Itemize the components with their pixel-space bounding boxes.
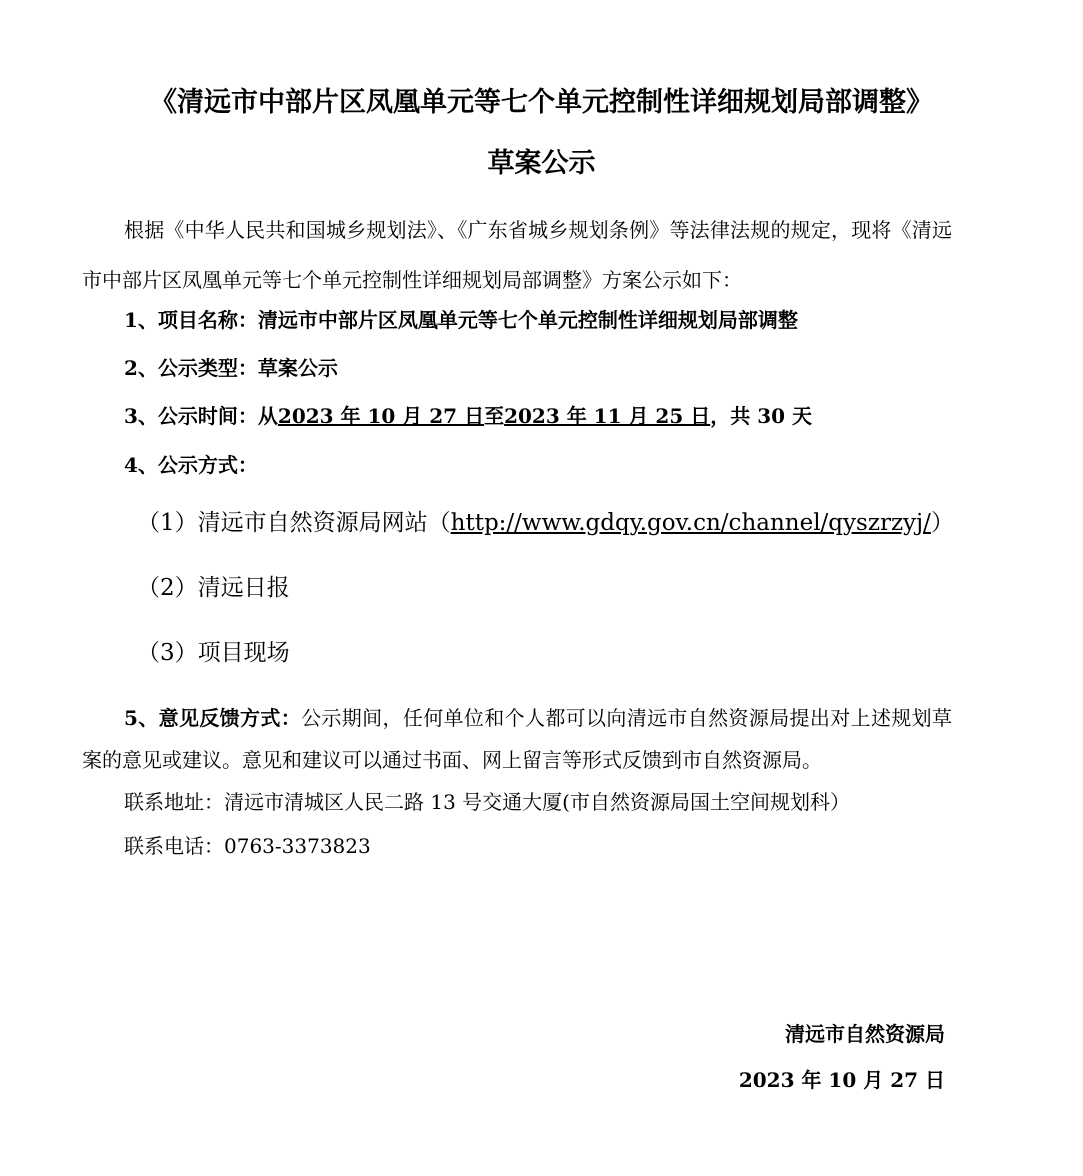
method-project-site: （3）项目现场	[137, 640, 290, 666]
publicity-start-date: 2023 年 10 月 27 日	[277, 404, 485, 428]
contact-address: 联系地址：清远市清城区人民二路 13 号交通大厦(市自然资源局国土空间规划科）	[124, 790, 850, 814]
method-website-suffix: ）	[930, 510, 954, 536]
project-name-value: 清远市中部片区凤凰单元等七个单元控制性详细规划局部调整	[257, 308, 798, 332]
method-website-prefix: （1）清远市自然资源局网站（	[137, 510, 451, 536]
project-name-item	[124, 305, 798, 335]
publicity-type-label: 2、公示类型：	[124, 356, 258, 380]
publicity-time-item	[124, 401, 812, 431]
publicity-method-label: 4、公示方式：	[124, 453, 258, 477]
signature-date: 2023 年 10 月 27 日	[738, 1068, 945, 1092]
publicity-time-to: 至	[484, 404, 505, 428]
feedback-text: 公示期间，任何单位和个人都可以向清远市自然资源局提出对上述规划草案的意见或建议。意见和建议可以通过书面、网上留言等形式反馈到市自然资源局。	[82, 706, 953, 772]
publicity-method-item	[124, 450, 258, 480]
contact-phone: 联系电话：0763-3373823	[124, 834, 371, 858]
feedback-paragraph	[82, 697, 952, 781]
feedback-label: 5、意见反馈方式：	[124, 706, 302, 730]
publicity-type-value: 草案公示	[257, 356, 338, 380]
method-newspaper: （2）清远日报	[137, 575, 290, 601]
publicity-end-date: 2023 年 11 月 25 日	[504, 404, 711, 428]
publicity-type-item	[124, 353, 338, 383]
signature-organization: 清远市自然资源局	[785, 1022, 945, 1046]
project-name-label: 1、项目名称：	[124, 308, 258, 332]
publicity-time-label: 3、公示时间：	[124, 404, 258, 428]
document-title: 《清远市中部片区凤凰单元等七个单元控制性详细规划局部调整》	[150, 87, 933, 118]
publicity-time-from: 从	[257, 404, 278, 428]
document-subtitle: 草案公示	[487, 148, 596, 179]
method-website	[137, 506, 954, 540]
publicity-duration: ，共 30 天	[710, 404, 812, 428]
website-link[interactable]: http://www.gdqy.gov.cn/channel/qyszrzyj/	[450, 510, 931, 536]
intro-paragraph: 根据《中华人民共和国城乡规划法》、《广东省城乡规划条例》等法律法规的规定，现将《清远市中部片区凤凰单元等七个单元控制性详细规划局部调整》方案公示如下：	[82, 218, 952, 292]
